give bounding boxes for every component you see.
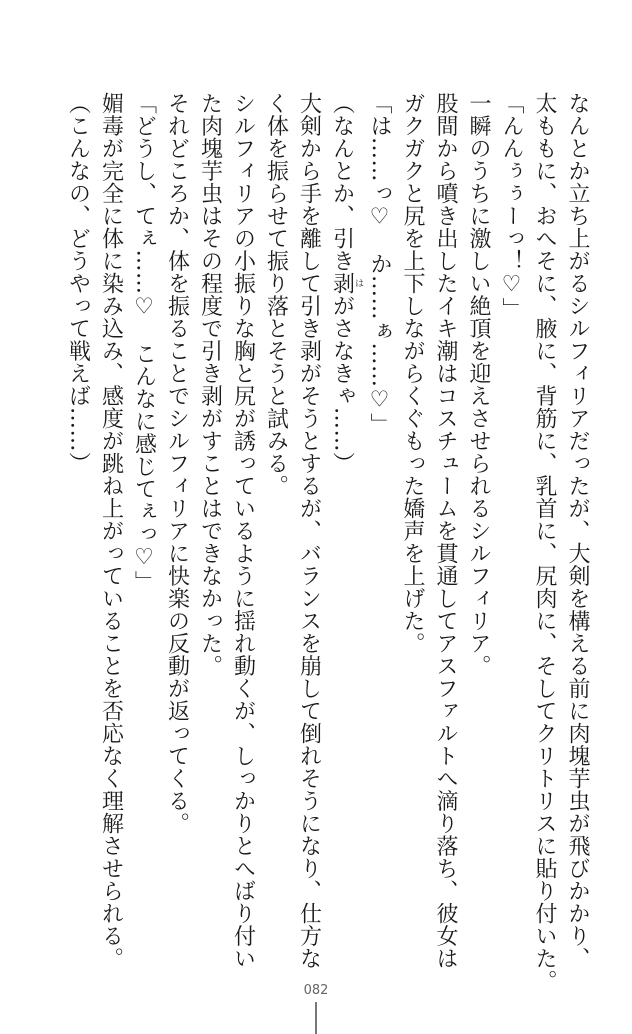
text-line-3: 「んんぅぅーっ！♡」 <box>499 92 524 320</box>
text-line-8 <box>326 92 364 972</box>
text-line-14: 「どうし、てぇ……♡ こんなに感じてぇっ♡」 <box>131 92 157 593</box>
text-line-5: 股間から噴き出したイキ潮はコスチュームを貫通してアスファルトへ滴り落ち、彼女は <box>433 92 458 970</box>
ruby-base: 剥 <box>329 272 355 295</box>
ruby-reading: は <box>353 272 363 295</box>
text-line-13: それどころか、体を振ることでシルフィリアに快楽の反動が返ってくる。 <box>164 92 190 835</box>
text-line-15: 媚毒が完全に体に染み込み、感度が跳ね上がっていることを否応なく理解させられる。 <box>98 92 124 970</box>
text-line-1: なんとか立ち上がるシルフィリアだったが、大剣を構える前に肉塊芋虫が飛びかかり、 <box>565 92 590 970</box>
text-line-8-before: （なんとか、引き <box>329 92 355 272</box>
text-line-4: 一瞬のうちに激しい絶頂を迎えさせられるシルフィリア。 <box>466 92 491 677</box>
page-number: 082 <box>303 983 329 998</box>
page-number-rule <box>315 1002 317 1034</box>
text-line-6: ガクガクと尻を上下しながらくぐもった嬌声を上げた。 <box>400 92 425 655</box>
text-line-9: 大剣から手を離して引き剥がそうとするが、バランスを崩して倒れそうになり、仕方な <box>296 92 322 970</box>
text-line-8-after: がさなきゃ……） <box>329 294 355 475</box>
text-line-7: 「は……っ♡ か……ぁ……♡」 <box>367 92 392 436</box>
text-line-10: く体を振らせて振り落とそうと試みる。 <box>263 92 289 497</box>
text-line-12: た肉塊芋虫はその程度で引き剥がすことはできなかった。 <box>197 92 223 677</box>
text-line-11: シルフィリアの小振りな胸と尻が誘っているように揺れ動くが、しっかりとへばり付い <box>230 92 256 970</box>
ruby-word <box>329 272 363 295</box>
text-line-2: 太ももに、おへそに、腋に、背筋に、乳首に、尻肉に、そしてクリトリスに貼り付いた。 <box>532 92 557 992</box>
text-line-16: （こんなの、どうやって戦えば……） <box>65 92 91 475</box>
